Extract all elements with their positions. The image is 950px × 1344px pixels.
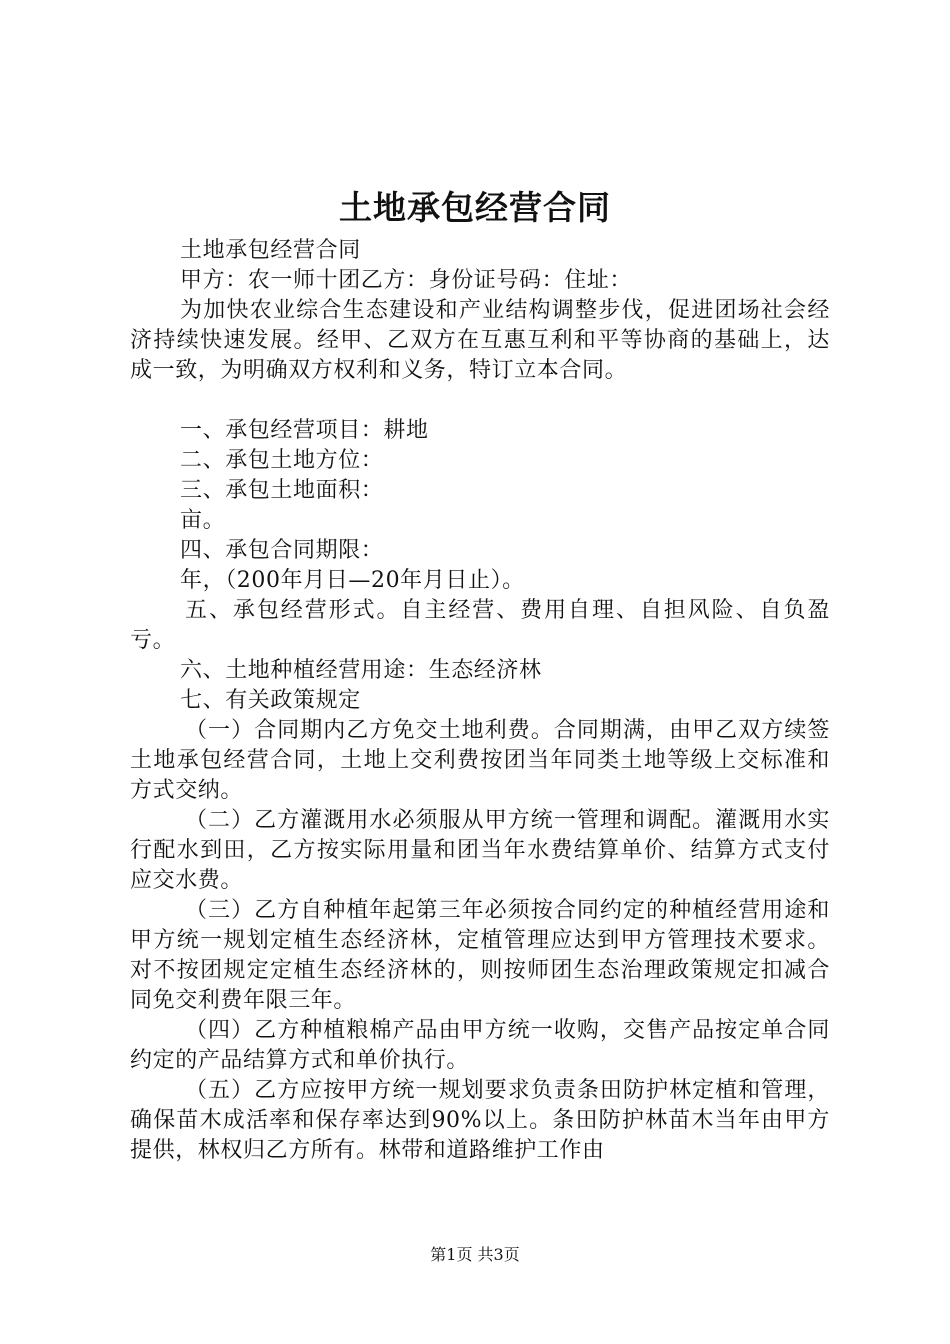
paragraph-item-1: 一、承包经营项目：耕地 [180,418,429,443]
document-body [130,236,830,1166]
paragraph-parties: 甲方：农一师十团乙方：身份证号码：住址： [180,268,633,293]
paragraph-preamble: 为加快农业综合生态建设和产业结构调整步伐，促进团场社会经济持续快速发展。经甲、乙双方在互惠互利和平等协商的基础上，达成一致，为明确双方权利和义务，特订立本合同。 [130,298,830,383]
document-title: 土地承包经营合同 [339,188,611,227]
paragraph-policy-3: （三）乙方自种植年起第三年必须按合同约定的种植经营用途和甲方统一规划定植生态经济林，定植管理应达到甲方管理技术要求。对不按团规定定植生态经济林的，则按师团生态治理政策规定扣减合同免交利费年限三年。 [130,898,830,1013]
paragraph-item-5: 五、承包经营形式。自主经营、费用自理、自担风险、自负盈亏。 [130,598,830,653]
paragraph-subtitle: 土地承包经营合同 [180,238,361,263]
paragraph-area-unit: 亩。 [180,508,226,533]
paragraph-item-6: 六、土地种植经营用途：生态经济林 [180,658,542,683]
paragraph-item-3: 三、承包土地面积： [180,478,384,503]
paragraph-policy-2: （二）乙方灌溉用水必须服从甲方统一管理和调配。灌溉用水实行配水到田，乙方按实际用量和团当年水费结算单价、结算方式支付应交水费。 [130,808,830,893]
paragraph-item-2: 二、承包土地方位： [180,448,384,473]
paragraph-term-dates: 年，（200年月日—20年月日止）。 [180,568,525,593]
paragraph-item-7: 七、有关政策规定 [180,688,361,713]
paragraph-policy-4: （四）乙方种植粮棉产品由甲方统一收购，交售产品按定单合同约定的产品结算方式和单价执行。 [130,1018,830,1073]
page-footer: 第1页 共3页 [430,1245,520,1264]
paragraph-item-4: 四、承包合同期限： [180,538,384,563]
paragraph-policy-5: （五）乙方应按甲方统一规划要求负责条田防护林定植和管理，确保苗木成活率和保存率达到90%以上。条田防护林苗木当年由甲方提供，林权归乙方所有。林带和道路维护工作由 [130,1078,830,1163]
paragraph-policy-1: （一）合同期内乙方免交土地利费。合同期满，由甲乙双方续签土地承包经营合同，土地上交利费按团当年同类土地等级上交标准和方式交纳。 [130,718,830,803]
